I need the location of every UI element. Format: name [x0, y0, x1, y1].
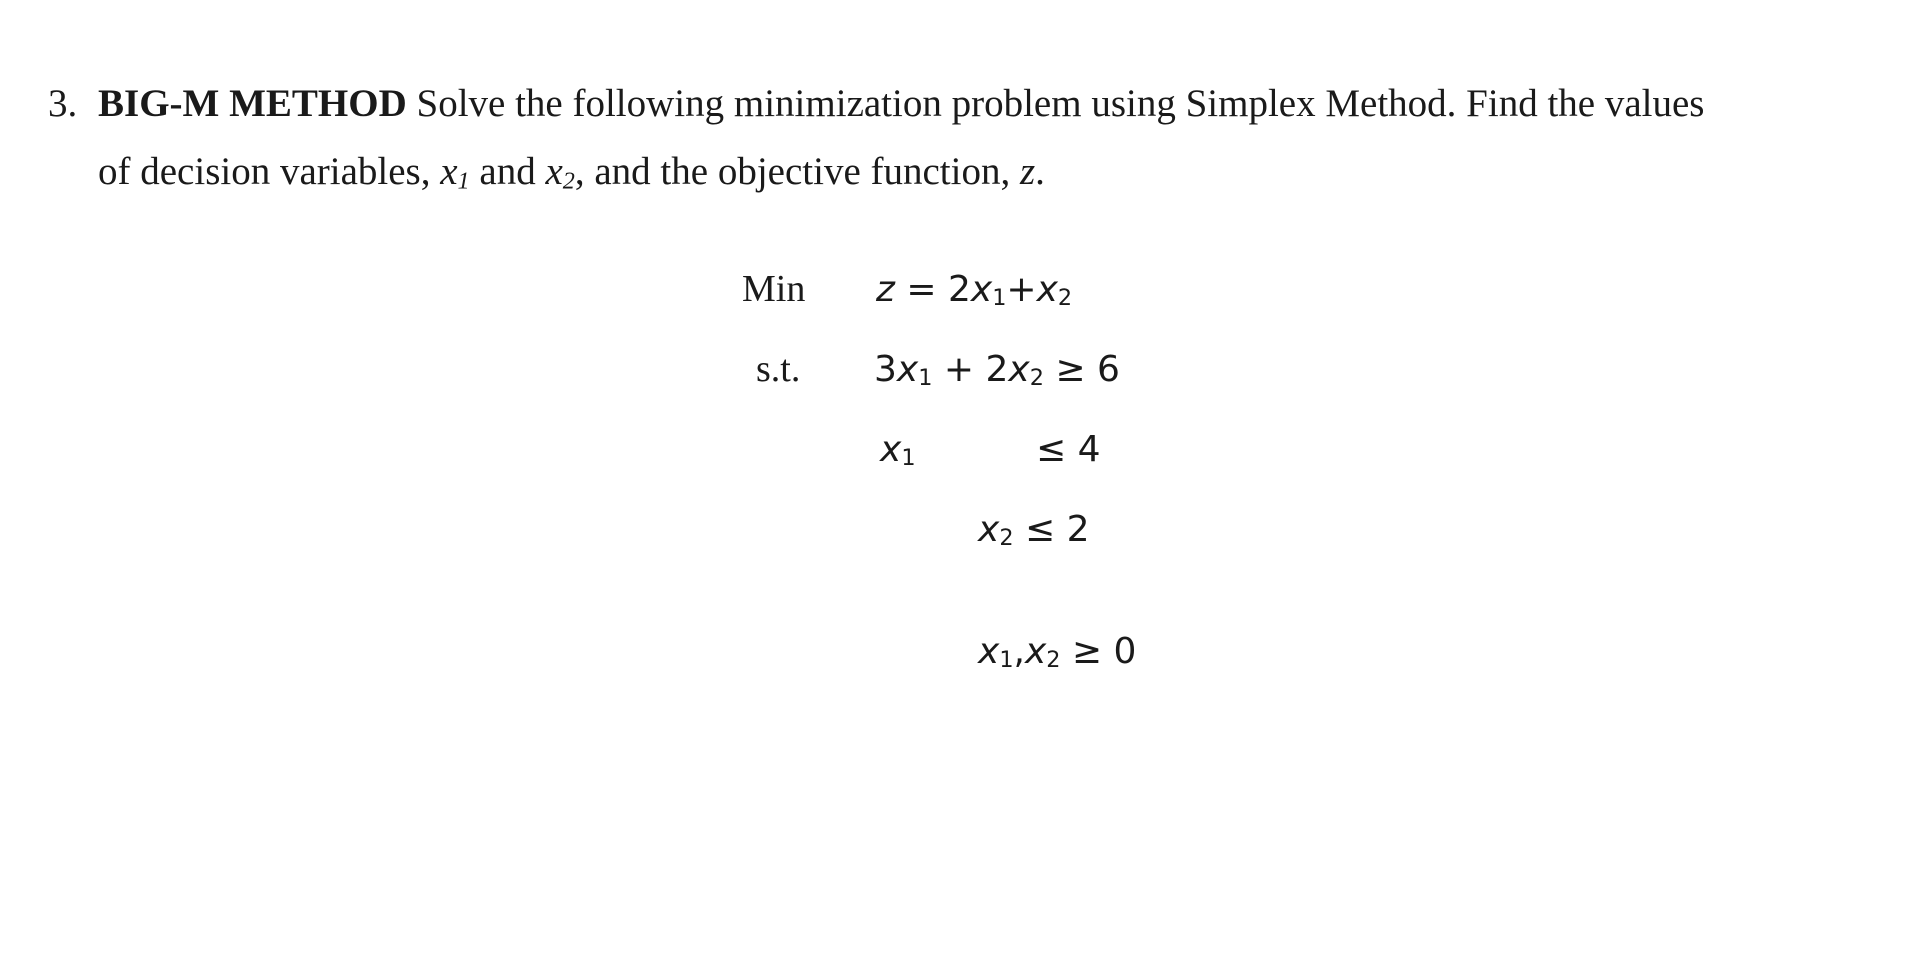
problem-line-1 [48, 70, 1848, 138]
problem-line-2 [48, 138, 1848, 206]
problem-statement [48, 70, 1848, 206]
st-label: s.t. [756, 348, 801, 390]
constraint-1: $3x_1 + 2x_2 \ge 6$ [874, 349, 1120, 392]
constraint-2-var: $x_1$ [880, 429, 916, 472]
var-x2: $x_2$ [545, 150, 575, 195]
min-label: Min [742, 268, 806, 310]
nonnegativity-constraint: $x_1,x_2 \ge 0$ [978, 631, 1137, 674]
problem-intro: Solve the following minimization problem using Simplex Method. Find the values [406, 82, 1705, 125]
var-z: z [1019, 150, 1036, 193]
constraint-3: $x_2 \le 2$ [978, 509, 1090, 552]
line2-text-c: , and the objective function, [574, 150, 1020, 193]
objective-function: $z = 2x_1+x_2$ [876, 269, 1073, 312]
method-title: BIG-M METHOD [98, 82, 407, 125]
problem-number: 3. [48, 82, 78, 125]
line2-text-b: and [469, 150, 546, 193]
line2-text-a: of decision variables, [98, 150, 441, 193]
constraint-2-rel: ≤ 4 [1036, 429, 1101, 470]
line2-period: . [1035, 150, 1045, 193]
var-x1: $x_1$ [440, 150, 470, 195]
